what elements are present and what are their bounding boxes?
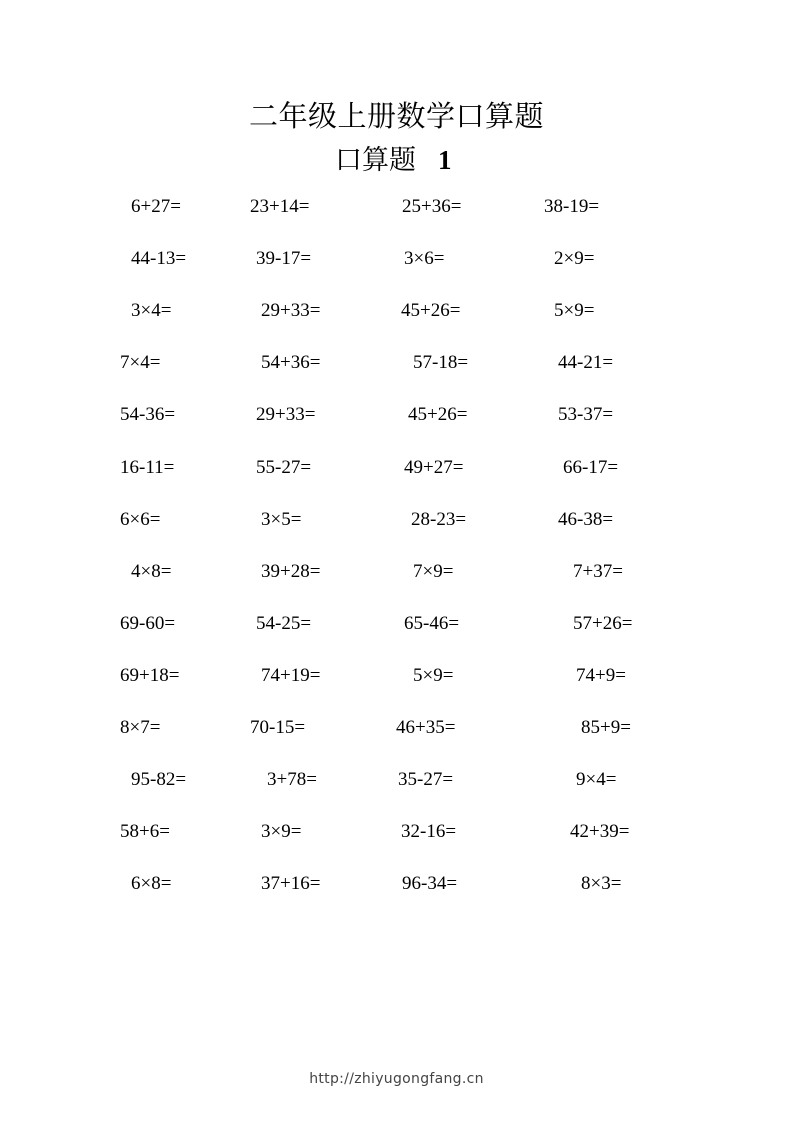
problem-r9-c2: 54-25= [256, 613, 312, 634]
problem-r13-c4: 42+39= [570, 821, 630, 842]
problem-r6-c3: 49+27= [404, 457, 464, 478]
problem-r8-c4: 7+37= [573, 561, 623, 582]
problem-r9-c1: 69-60= [120, 613, 176, 634]
problem-r5-c2: 29+33= [256, 404, 316, 425]
problem-r14-c2: 37+16= [261, 873, 321, 894]
problem-r12-c4: 9×4= [576, 769, 617, 790]
problem-r1-c1: 6+27= [131, 196, 181, 217]
problem-r5-c3: 45+26= [408, 404, 468, 425]
problem-r5-c4: 53-37= [558, 404, 614, 425]
problem-r14-c1: 6×8= [131, 873, 172, 894]
problem-r8-c2: 39+28= [261, 561, 321, 582]
footer-url: http://zhiyugongfang.cn [309, 1071, 484, 1087]
problem-r14-c3: 96-34= [402, 873, 458, 894]
problem-r7-c3: 28-23= [411, 509, 467, 530]
problem-r13-c2: 3×9= [261, 821, 302, 842]
problem-r4-c4: 44-21= [558, 352, 614, 373]
problem-r10-c4: 74+9= [576, 665, 626, 686]
problem-r11-c1: 8×7= [120, 717, 161, 738]
problem-r1-c2: 23+14= [250, 196, 310, 217]
worksheet-number: 1 [438, 145, 452, 175]
problem-r2-c3: 3×6= [404, 248, 445, 269]
problem-r7-c4: 46-38= [558, 509, 614, 530]
problem-r3-c3: 45+26= [401, 300, 461, 321]
subtitle-label: 口算题 [335, 145, 416, 175]
problem-r12-c1: 95-82= [131, 769, 187, 790]
problem-r12-c3: 35-27= [398, 769, 454, 790]
problem-r13-c3: 32-16= [401, 821, 457, 842]
problem-r6-c4: 66-17= [563, 457, 619, 478]
problem-r1-c3: 25+36= [402, 196, 462, 217]
problem-r3-c4: 5×9= [554, 300, 595, 321]
problem-r3-c1: 3×4= [131, 300, 172, 321]
problem-r10-c1: 69+18= [120, 665, 180, 686]
problem-r6-c1: 16-11= [120, 457, 175, 478]
problem-r4-c3: 57-18= [413, 352, 469, 373]
problem-r9-c4: 57+26= [573, 613, 633, 634]
problem-r8-c1: 4×8= [131, 561, 172, 582]
problem-r4-c1: 7×4= [120, 352, 161, 373]
problem-r2-c1: 44-13= [131, 248, 187, 269]
problem-r7-c1: 6×6= [120, 509, 161, 530]
problem-r6-c2: 55-27= [256, 457, 312, 478]
problem-r14-c4: 8×3= [581, 873, 622, 894]
problem-r12-c2: 3+78= [267, 769, 317, 790]
problem-r5-c1: 54-36= [120, 404, 176, 425]
problem-r2-c2: 39-17= [256, 248, 312, 269]
problem-r4-c2: 54+36= [261, 352, 321, 373]
problem-r3-c2: 29+33= [261, 300, 321, 321]
problem-r7-c2: 3×5= [261, 509, 302, 530]
problem-r11-c4: 85+9= [581, 717, 631, 738]
problem-r1-c4: 38-19= [544, 196, 600, 217]
problem-r10-c3: 5×9= [413, 665, 454, 686]
problem-r11-c2: 70-15= [250, 717, 306, 738]
page-title: 二年级上册数学口算题 [248, 101, 544, 133]
problem-r13-c1: 58+6= [120, 821, 170, 842]
problem-r2-c4: 2×9= [554, 248, 595, 269]
problem-r8-c3: 7×9= [413, 561, 454, 582]
problem-r11-c3: 46+35= [396, 717, 456, 738]
problem-r10-c2: 74+19= [261, 665, 321, 686]
problem-r9-c3: 65-46= [404, 613, 460, 634]
